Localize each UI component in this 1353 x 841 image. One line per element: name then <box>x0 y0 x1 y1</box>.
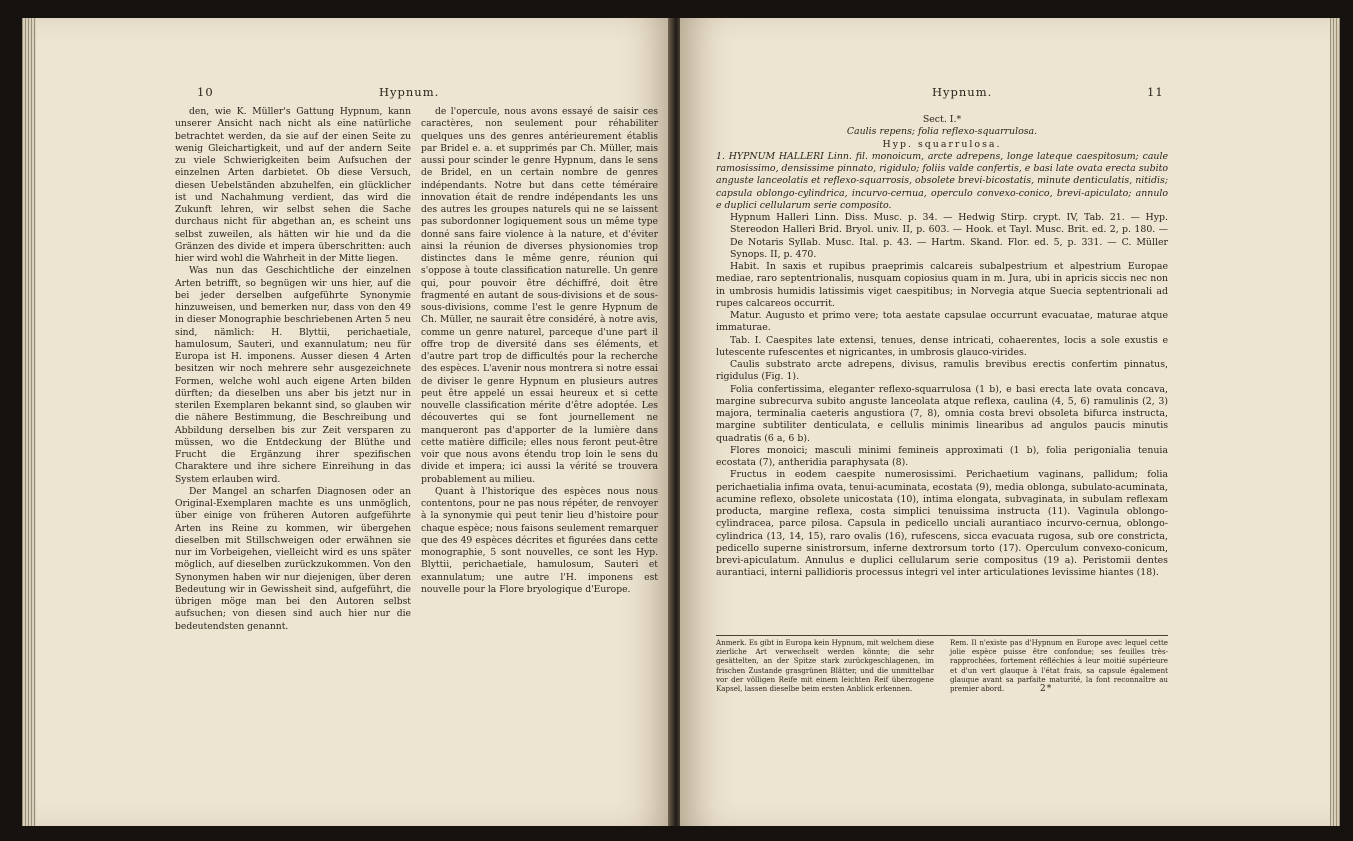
german-paragraph: Der Mangel an scharfen Diagnosen oder an Original-Exemplaren machte es uns unmöglich, über einige von früheren Autoren aufgeführte Arten ins Reine zu kommen, wir übergehen dieselben mit Stillschweigen oder erwähnen sie nur im Vorbeigehen, vielleicht wird es uns später möglich, auf dieselben zurückzukommen. Von den Synonymen haben wir nur diejenigen, über deren Bedeutung wir in Gewissheit sind, aufgeführt, die übrigen möge man bei den Autoren selbst aufsuchen; von diesen sind auch hier nur die bedeutendsten genannt. <box>175 485 411 632</box>
footnote-german: Anmerk. Es gibt in Europa kein Hypnum, mit welchem diese zierliche Art verwechselt werden könnte; die sehr gesättelten, an der Spitze stark zurückgeschlagenen, im frischen Zustande grasgrünen Blätter, und die unmittelbar vor der völligen Reife mit einem leichten Reif überzogene Kapsel, lassen dieselbe beim ersten Anblick erkennen. <box>716 638 934 694</box>
description-paragraph: Caulis substrato arcte adrepens, divisus, ramulis brevibus erectis confertim pinnatus, rigidulus (Fig. 1). <box>716 359 1168 383</box>
description-paragraphs <box>716 261 1168 580</box>
german-paragraph: Was nun das Geschichtliche der einzelnen Arten betrifft, so begnügen wir uns hier, auf die bei jeder derselben aufgeführte Synonymie hinzuweisen, und bemerken nur, dass von den 49 in dieser Monographie beschriebenen Arten 5 neu sind, nämlich: H. Blyttii, perichaetiale, hamulosum, Sauteri, und exannulatum; neu für Europa ist H. imponens. Ausser diesen 4 Arten besitzen wir noch mehrere sehr ausgezeichnete Formen, welche wohl auch eigene Arten bilden dürften; da dieselben uns aber bis jetzt nur in sterilen Exemplaren bekannt sind, so glauben wir die nähere Bestimmung, die Beschreibung und Abbildung derselben bis zur Zeit versparen zu müssen, wo die Entdeckung der Blüthe und Frucht die Ergänzung ihrer spezifischen Charaktere und ihre sichere Einreihung in das System erlauben wird. <box>175 265 411 485</box>
right-page-edges <box>1330 18 1340 826</box>
description-paragraph: Tab. I. Caespites late extensi, tenues, dense intricati, cohaerentes, locis a sole exustis e lutescente rufescentes et nigricantes, in umbrosis glauco-virides. <box>716 334 1168 358</box>
left-french-column <box>421 106 658 596</box>
description-paragraph: Habit. In saxis et rupibus praeprimis calcareis subalpestrium et alpestrium Europae mediae, raro septentrionalis, nusquam copiosius quam in m. Jura, ubi in apricis siccis nec non in umbrosis humidis latissimis viget caespitibus; in Norvegia atque Suecia septentrionali ad rupes calcareos occurrit. <box>716 261 1168 309</box>
german-paragraph: den, wie K. Müller's Gattung Hypnum, kann unserer Ansicht nach nicht als eine natürliche betrachtet werden, da sie auf der einen Seite zu wenig Gleichartigkeit, und auf der andern Seite zu viele Schwierigkeiten beim Aufsuchen der einzelnen Arten darbietet. Ob diese Versuch, diesen Uebelständen abzuhelfen, ein glücklicher ist und Nachahmung verdient, das wird die Zukunft lehren, wir selbst sehen die Sache durchaus nicht für abgethan an, es scheint uns selbst zuweilen, als hätten wir hie und da die Gränzen des divide et impera überschritten: auch hier wird wohl die Wahrheit in der Mitte liegen. <box>175 106 411 264</box>
right-main-text <box>716 114 1168 580</box>
group-title: Hyp. squarrulosa. <box>882 138 1002 150</box>
left-running-head: Hypnum. <box>379 85 440 99</box>
french-paragraph: de l'opercule, nous avons essayé de saisir ces caractères, non seulement pour réhabiliter quelques uns des genres antérieurement établis par Bridel e. a. et supprimés par Ch. Müller, mais aussi pour scinder le genre Hypnum, dans le sens de Bridel, en un certain nombre de genres indépendants. Notre but dans cette téméraire innovation était de rendre indépendants les uns des autres les groupes naturels qui ne se laissent pas subordonner logiquement sous un même type donné sans faire violence à la nature, et d'éviter ainsi la réunion de diverses physionomies trop distinctes dans le même genre, réunion qui s'oppose à toute classification naturelle. Un genre qui, pour pouvoir être déchiffré, doit être fragmenté en autant de sous-divisions et de sous-sous-divisions, comme l'est le genre Hypnum de Ch. Müller, ne saurait être considéré, à notre avis, comme un genre naturel, parceque d'une part il offre trop de diversité dans ses éléments, et d'autre part trop de difficultés pour la recherche des espèces. L'avenir nous montrera si notre essai de diviser le genre Hypnum en plusieurs autres peut être appelé un essai heureux et si cette nouvelle classification mérite d'être adoptée. Les découvertes qui se font journellement ne manqueront pas d'apporter de la lumière dans cette matière difficile; elles nous feront peut-être voir que nous avons étendu trop loin le sens du divide et impera; ici aussi la vérité se trouvera probablement au milieu. <box>421 106 658 485</box>
right-page <box>680 18 1330 826</box>
left-page-number: 10 <box>197 85 214 99</box>
description-paragraph: Fructus in eodem caespite numerosissimi. Perichaetium vaginans, pallidum; folia perichaetialia infima ovata, tenui-acuminata, ecostata (9), media oblonga, subulato-acuminata, acumine reflexo, obsolete unicostata (10), intima elongata, subvaginata, in subulam reflexam producta, margine reflexa, costa simplici tenuissima instructa (11). Vaginula oblongo-cylindracea, parce pilosa. Capsula in pedicello unciali aurantiaco incurvo-cernua, oblongo-cylindrica (13, 14, 15), raro ovalis (16), rufescens, sicca evacuata rugosa, sub ore constricta, pedicello superne sinistrorsum, inferne dextrorsum torto (17). Operculum convexo-conicum, brevi-apiculatum. Annulus e duplici cellularum serie compositus (19 a). Peristomii dentes aurantiaci, interni pallidioris processus integri vel inter articulationes levissime hiantes (18). <box>716 469 1168 579</box>
section-subtitle: Caulis repens; folia reflexo-squarrulosa. <box>846 126 1038 138</box>
right-running-head: Hypnum. <box>932 85 993 99</box>
left-page <box>36 18 672 826</box>
synonymy: Hypnum Halleri Linn. Diss. Musc. p. 34. — Hedwig Stirp. crypt. IV, Tab. 21. — Hyp. Stereodon Halleri Brid. Bryol. univ. II, p. 603. — Hook. et Tayl. Musc. Brit. ed. 2, p. 180. — De Notaris Syllab. Musc. Ital. p. 43. — Hartm. Skand. Flor. ed. 5, p. 331. — C. Müller Synops. II, p. 470. <box>730 212 1168 260</box>
description-paragraph: Matur. Augusto et primo vere; tota aestate capsulae occurrunt evacuatae, maturae atque immaturae. <box>716 310 1168 334</box>
french-paragraph: Quant à l'historique des espèces nous nous contentons, pour ne pas nous répéter, de renvoyer à la synonymie qui peut tenir lieu d'histoire pour chaque espèce; nous faisons seulement remarquer que des 49 espèces décrites et figurées dans cette monographie, 5 sont nouvelles, ce sont les Hyp. Blyttii, perichaetiale, hamulosum, Sauteri et exannulatum; une autre l'H. imponens est nouvelle pour la Flore bryologique d'Europe. <box>421 485 658 595</box>
footnote-rule <box>716 635 1168 636</box>
species-heading: 1. HYPNUM HALLERI Linn. fil. monoicum, arcte adrepens, longe lateque caespitosum; caule ramosissimo, densissime pinnato, rigidulo; foliis valde confertis, e basi late ovata erecta subito anguste lanceolatis et reflexo-squarrosis, obsolete brevi-bicostatis, minute denticulatis, nitidis; capsula oblongo-cylindrica, incurvo-cernua, operculo convexo-conico, brevi-apiculato; annulo e duplici cellularum serie composito. <box>716 150 1168 211</box>
right-page-number: 11 <box>1147 85 1164 99</box>
section-title: Sect. I.* <box>922 114 962 125</box>
description-paragraph: Folia confertissima, eleganter reflexo-squarrulosa (1 b), e basi erecta late ovata concava, margine subrecurva subito anguste lanceolata atque reflexa, caulina (4, 5, 6) ramulinis (2, 3) majora, terminalia caeteris angustiora (7, 8), omnia costa brevi obsoleta bifurca instructa, margine subtiliter denticulata, e cellulis minimis linearibus ad angulos paucis minutis quadratis (6 a, 6 b). <box>716 383 1168 444</box>
signature-mark: 2* <box>1040 684 1053 694</box>
left-german-column <box>175 106 411 633</box>
footnote-french: Rem. Il n'existe pas d'Hypnum en Europe avec lequel cette jolie espèce puisse être confondue; ses feuilles très-rapprochées, fortement réfléchies à leur moitié supérieure et d'un vert glauque à l'état frais, sa capsule également glauque avant sa parfaite maturité, la font reconnaître au premier abord. <box>950 638 1168 694</box>
left-page-edges <box>22 18 36 826</box>
description-paragraph: Flores monoici; masculi minimi femineis approximati (1 b), folia perigonialia tenuia ecostata (7), antheridia paraphysata (8). <box>716 444 1168 468</box>
